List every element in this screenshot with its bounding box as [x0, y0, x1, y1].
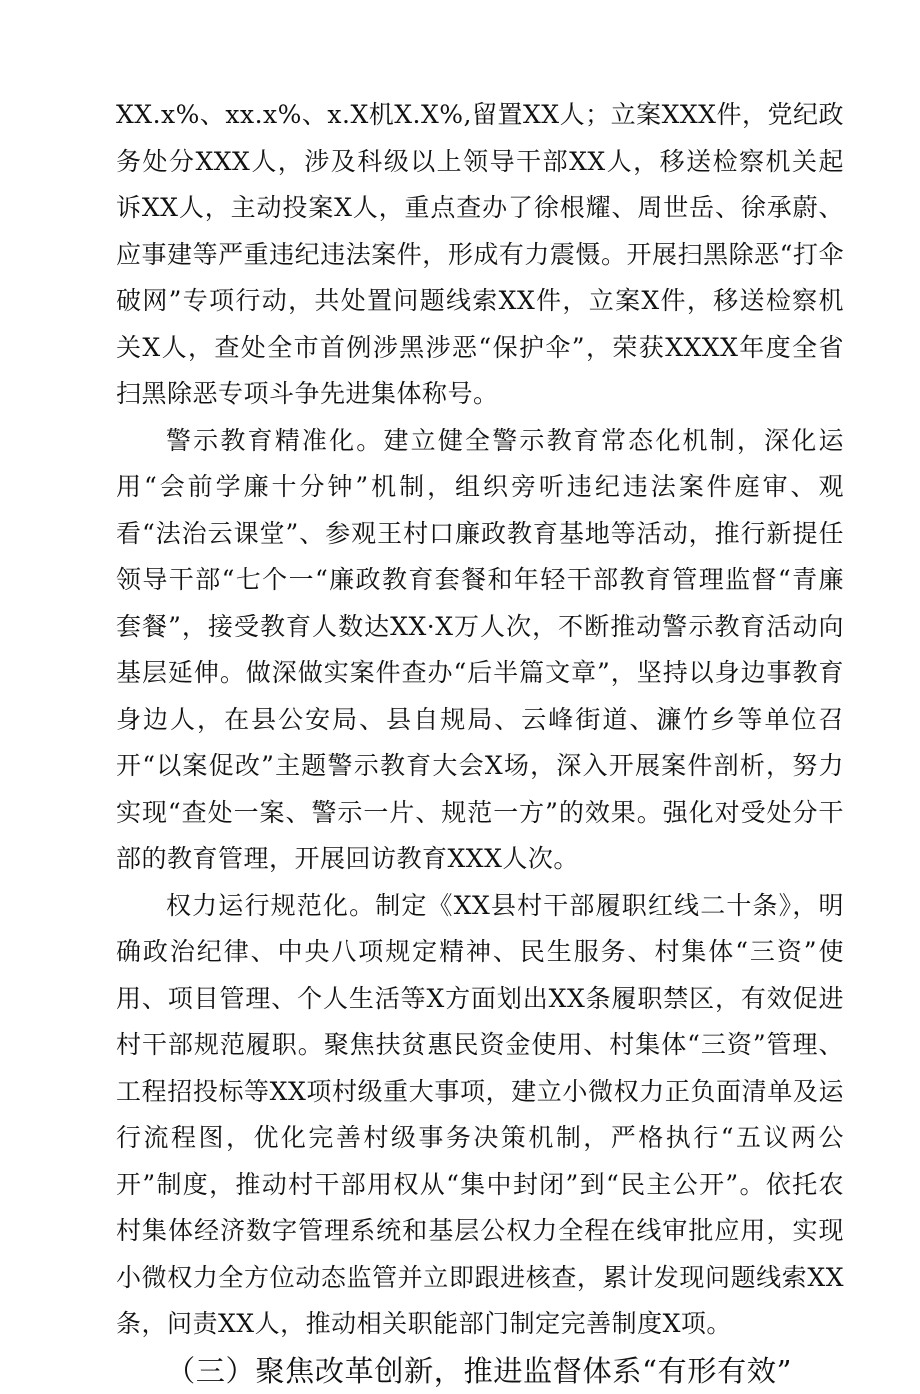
document-page — [116, 92, 844, 1394]
paragraph-warning-education: 警示教育精准化。建立健全警示教育常态化机制，深化运用“会前学廉十分钟”机制，组织旁听违纪违法案件庭审、观看“法治云课堂”、参观王村口廉政教育基地等活动，推行新提任领导干部“七个一“廉政教育套餐和年轻干部教育管理监督“青廉套餐”，接受教育人数达XX·X万人次，不断推动警示教育活动向基层延伸。做深做实案件查办“后半篇文章”，坚持以身边事教育身边人，在县公安局、县自规局、云峰街道、濂竹乡等单位召开“以案促改”主题警示教育大会X场，深入开展案件剖析，努力实现“查处一案、警示一片、规范一方”的效果。强化对受处分干部的教育管理，开展回访教育XXX人次。 — [116, 418, 844, 883]
section-heading: （三）聚焦改革创新，推进监督体系“有形有效” — [116, 1348, 844, 1394]
paragraph-case-handling: XX.x%、xx.x%、x.X机X.X%,留置XX人；立案XXX件，党纪政务处分XXX人，涉及科级以上领导干部XX人，移送检察机关起诉XX人，主动投案X人，重点查办了徐根耀、周世岳、徐承蔚、应事建等严重违纪违法案件，形成有力震慑。开展扫黑除恶“打伞破网”专项行动，共处置问题线索XX件，立案X件，移送检察机关X人，查处全市首例涉黑涉恶“保护伞”，荣获XXXX年度全省扫黑除恶专项斗争先进集体称号。 — [116, 92, 844, 418]
paragraph-power-regulation: 权力运行规范化。制定《XX县村干部履职红线二十条》，明确政治纪律、中央八项规定精神、民生服务、村集体“三资”使用、项目管理、个人生活等X方面划出XX条履职禁区，有效促进村干部规范履职。聚焦扶贫惠民资金使用、村集体“三资”管理、工程招投标等XX项村级重大事项，建立小微权力正负面清单及运行流程图，优化完善村级事务决策机制，严格执行“五议两公开”制度，推动村干部用权从“集中封闭”到“民主公开”。依托农村集体经济数字管理系统和基层公权力全程在线审批应用，实现小微权力全方位动态监管并立即跟进核查，累计发现问题线索XX条，问责XX人，推动相关职能部门制定完善制度X项。 — [116, 883, 844, 1348]
